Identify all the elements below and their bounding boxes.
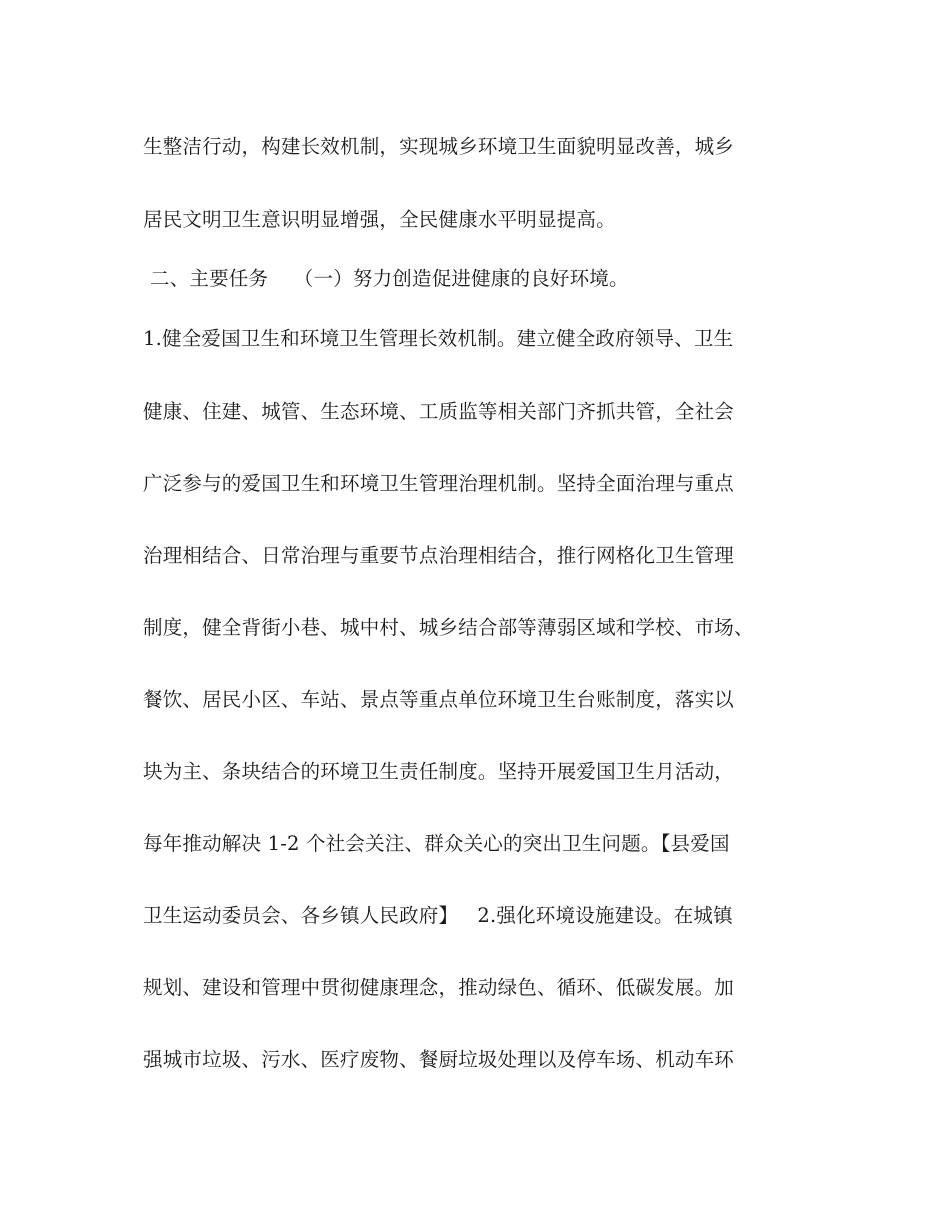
text-line-1: 生整洁行动，构建长效机制，实现城乡环境卫生面貌明显改善，城乡 xyxy=(143,135,735,158)
section-heading-line: 二、主要任务 （一）努力创造促进健康的良好环境。 xyxy=(150,267,629,290)
text-line-14: 强城市垃圾、污水、医疗废物、餐厨垃圾处理以及停车场、机动车环 xyxy=(143,1048,735,1071)
text-line-11: 每年推动解决 1-2 个社会关注、群众关心的突出卫生问题。【县爱国 xyxy=(143,832,730,855)
text-line-4: 1.健全爱国卫生和环境卫生管理长效机制。建立健全政府领导、卫生 xyxy=(143,327,734,350)
text-line-10: 块为主、条块结合的环境卫生责任制度。坚持开展爱国卫生月活动， xyxy=(143,760,735,783)
text-line-12: 卫生运动委员会、各乡镇人民政府】 2.强化环境设施建设。在城镇 xyxy=(143,904,733,927)
text-line-7: 治理相结合、日常治理与重要节点治理相结合，推行网格化卫生管理 xyxy=(143,544,735,567)
text-line-9: 餐饮、居民小区、车站、景点等重点单位环境卫生台账制度，落实以 xyxy=(143,688,735,711)
text-line-13: 规划、建设和管理中贯彻健康理念，推动绿色、循环、低碳发展。加 xyxy=(143,976,735,999)
text-line-5: 健康、住建、城管、生态环境、工质监等相关部门齐抓共管，全社会 xyxy=(143,400,735,423)
text-line-2: 居民文明卫生意识明显增强，全民健康水平明显提高。 xyxy=(143,208,616,231)
text-line-6: 广泛参与的爱国卫生和环境卫生管理治理机制。坚持全面治理与重点 xyxy=(143,472,735,495)
text-line-8: 制度，健全背街小巷、城中村、城乡结合部等薄弱区域和学校、市场、 xyxy=(143,616,754,639)
